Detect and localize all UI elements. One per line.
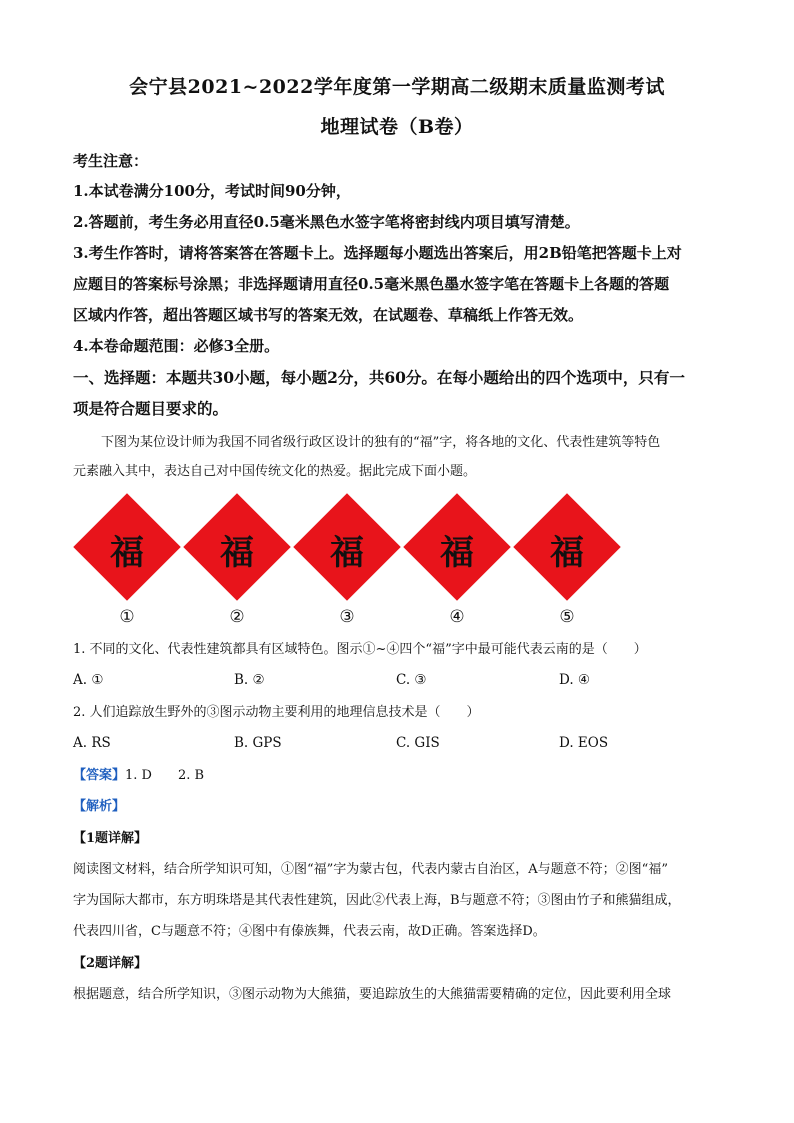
notice-item-3-cont2: 区域内作答，超出答题区域书写的答案无效，在试题卷、草稿纸上作答无效。 [73, 306, 584, 324]
notice-item-3: 3.考生作答时，请将答案答在答题卡上。选择题每小题选出答案后，用2B铅笔把答题卡上对 [73, 244, 682, 262]
fu-glyph-icon: 福 [110, 533, 144, 573]
detail-1-label: 【1题详解】 [73, 831, 148, 846]
q1-option-d: D. ④ [559, 672, 591, 688]
intro-line-2: 元素融入其中，表达自己对中国传统文化的热爱。据此完成下面小题。 [73, 464, 477, 479]
notice-item-1: 1.本试卷满分100分，考试时间90分钟， [73, 182, 351, 200]
section-heading: 一、选择题：本题共30小题，每小题2分，共60分。在每小题给出的四个选项中，只有一 [73, 368, 685, 387]
q2-option-d: D. EOS [559, 735, 609, 751]
notice-item-3-cont: 应题目的答案标号涂黑；非选择题请用直径0.5毫米黑色墨水签字笔在答题卡上各题的答题 [73, 275, 670, 293]
notice-item-2: 2.答题前，考生务必用直径0.5毫米黑色水签字笔将密封线内项目填写清楚。 [73, 213, 580, 231]
fu-glyph-icon: 福 [550, 533, 584, 573]
intro-line-1: 下图为某位设计师为我国不同省级行政区设计的独有的“福”字，将各地的文化、代表性建筑等特色 [101, 435, 661, 450]
figure-label-4: ④ [449, 607, 465, 627]
figure-label-1: ① [119, 607, 135, 627]
answer-label: 【答案】 [73, 768, 126, 783]
question-2-stem: 2. 人们追踪放生野外的③图示动物主要利用的地理信息技术是（ ） [73, 705, 480, 720]
answer-line [73, 766, 733, 786]
figure-label-3: ③ [339, 607, 355, 627]
fu-character-figure [73, 497, 693, 627]
q2-option-c: C. GIS [396, 735, 440, 751]
section-heading-cont: 项是符合题目要求的。 [73, 399, 229, 418]
notice-item-4: 4.本卷命题范围：必修3全册。 [73, 337, 280, 355]
detail-2-label: 【2题详解】 [73, 956, 148, 971]
notice-heading: 考生注意： [73, 152, 149, 170]
q2-option-a: A. RS [73, 735, 111, 751]
exam-title: 会宁县2021~2022学年度第一学期高二级期末质量监测考试 [129, 76, 665, 98]
fu-glyph-icon: 福 [330, 533, 364, 573]
q1-option-c: C. ③ [396, 672, 427, 688]
figure-label-5: ⑤ [559, 607, 575, 627]
exam-subtitle: 地理试卷（B卷） [320, 116, 474, 138]
detail-1-line-2: 字为国际大都市，东方明珠塔是其代表性建筑，因此②代表上海，B与题意不符；③图由竹子和熊猫组成， [73, 893, 681, 908]
q1-option-a: A. ① [73, 672, 104, 688]
figure-label-2: ② [229, 607, 245, 627]
question-1-stem: 1. 不同的文化、代表性建筑都具有区域特色。图示①~④四个“福”字中最可能代表云南的是（ ） [73, 642, 647, 657]
analysis-label: 【解析】 [73, 799, 126, 814]
detail-1-line-1: 阅读图文材料，结合所学知识可知，①图“福”字为蒙古包，代表内蒙古自治区，A与题意不符；②图“福” [73, 862, 668, 877]
answer-value: 1. D 2. B [125, 768, 205, 783]
q1-option-b: B. ② [234, 672, 265, 688]
fu-glyph-icon: 福 [440, 533, 474, 573]
detail-2-line-1: 根据题意，结合所学知识，③图示动物为大熊猫，要追踪放生的大熊猫需要精确的定位，因此要利用全球 [73, 987, 672, 1002]
q2-option-b: B. GPS [234, 735, 282, 751]
detail-1-line-3: 代表四川省，C与题意不符；④图中有傣族舞，代表云南，故D正确。答案选择D。 [73, 924, 546, 939]
fu-glyph-icon: 福 [220, 533, 254, 573]
